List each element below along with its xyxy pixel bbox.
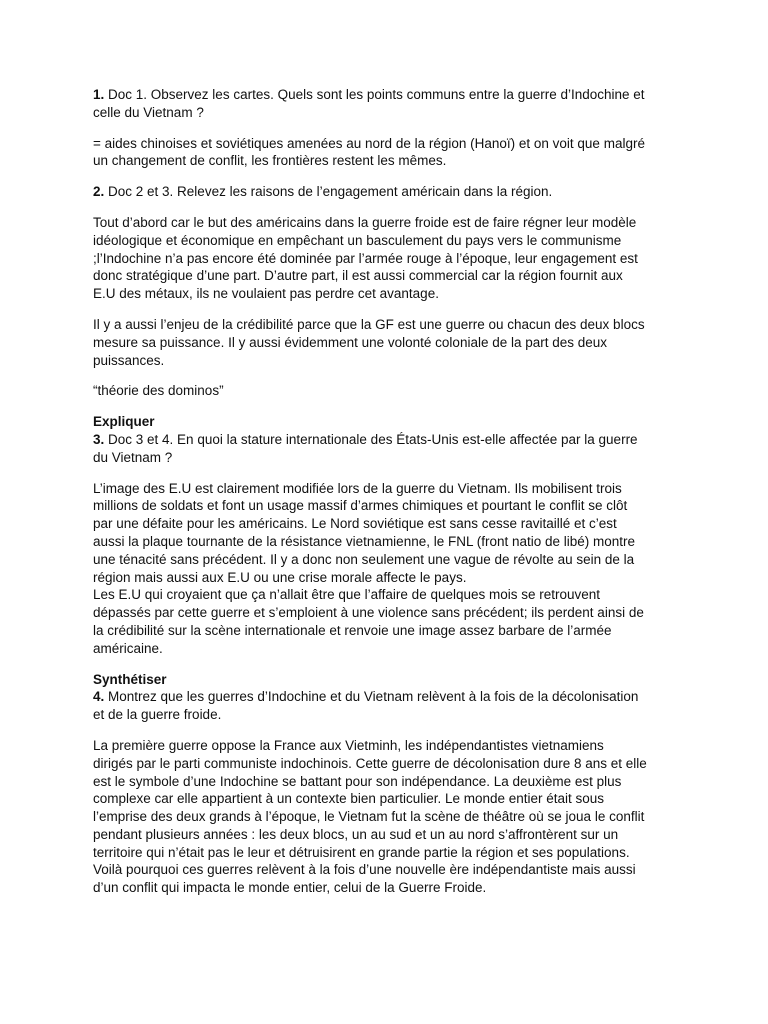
question-4-text: Montrez que les guerres d’Indochine et du Vietnam relèvent à la fois de la décolonisation et de la guerre froide. xyxy=(93,689,639,723)
question-1-number: 1. xyxy=(93,87,105,102)
answer-4: La première guerre oppose la France aux Vietminh, les indépendantistes vietnamiens dirigés par le parti communiste indochinois. Cette guerre de décolonisation dure 8 ans et elle est le symbole d’une Indochine se battant pour son indépendance. La deuxième est plus complexe car elle appartient à un contexte bien particulier. Le monde entier était sous l’emprise des deux grands à l’époque, le Vietnam fut la scène de théâtre où se joua le conflit pendant plusieurs années : les deux blocs, un au sud et un au nord s’affrontèrent sur un territoire qui n’était pas le leur et détruisirent en grande partie la région et ses populations. Voilà pourquoi ces guerres relèvent à la fois d’une nouvelle ère indépendantiste mais aussi d’un conflit qui impacta le monde entier, celui de la Guerre Froide. xyxy=(93,737,647,896)
section-synthesize xyxy=(93,671,683,724)
answer-2-quote: “théorie des dominos” xyxy=(93,383,224,399)
question-3-text: Doc 3 et 4. En quoi la stature internationale des États-Unis est-elle affectée par la guerre du Vietnam ? xyxy=(93,431,638,465)
question-2 xyxy=(93,183,683,201)
answer-1: = aides chinoises et soviétiques amenées au nord de la région (Hanoï) et on voit que malgré un changement de conflit, les frontières restent les mêmes. xyxy=(93,135,645,169)
section-explain-heading: Expliquer xyxy=(93,414,155,430)
question-3-number: 3. xyxy=(93,431,105,447)
question-2-text: Doc 2 et 3. Relevez les raisons de l’engagement américain dans la région. xyxy=(104,184,553,200)
answer-3-paragraph-2: Les E.U qui croyaient que ça n’allait être que l’affaire de quelques mois se retrouvent dépassés par cette guerre et s’emploient à une violence sans précédent; ils perdent ainsi de la crédibilité sur la scène internationale et renvoie une image assez barbare de l’armée américaine. xyxy=(93,587,644,656)
question-2-number: 2. xyxy=(93,184,105,200)
section-synthesize-heading: Synthétiser xyxy=(93,671,167,687)
document-page xyxy=(93,86,683,910)
answer-3-paragraph-1: L’image des E.U est clairement modifiée lors de la guerre du Vietnam. Ils mobilisent trois millions de soldats et font un usage massif d’armes chimiques et pourtant le conflit se clôt par une défaite pour les américains. Le Nord soviétique est sans cesse ravitaillé et c’est aussi la plaque tournante de la résistance vietnamienne, le FNL (front natio de libé) montre une ténacité sans précédent. Il y a donc non seulement une vague de révolte au sein de la région mais aussi aux E.U ou une crise morale affecte le pays. xyxy=(93,480,636,585)
question-1 xyxy=(93,86,683,122)
question-1-text: Doc 1. Observez les cartes. Quels sont les points communs entre la guerre d’Indochine et celle du Vietnam ? xyxy=(93,87,645,120)
answer-2-paragraph-1: Tout d’abord car le but des américains dans la guerre froide est de faire régner leur modèle idéologique et économique en empêchant un basculement du pays vers le communisme ;l’Indochine n’a pas encore été dominée par l’armée rouge à l’époque, leur engagement est donc stratégique d’une part. D’autre part, il est aussi commercial car la région fournit aux E.U des métaux, ils ne voulaient pas perdre cet avantage. xyxy=(93,214,638,302)
answer-2-paragraph-2: Il y a aussi l’enjeu de la crédibilité parce que la GF est une guerre ou chacun des deux blocs mesure sa puissance. Il y aussi évidemment une volonté coloniale de la part des deux puissances. xyxy=(93,316,645,368)
section-explain xyxy=(93,413,683,466)
question-4-number: 4. xyxy=(93,689,105,705)
